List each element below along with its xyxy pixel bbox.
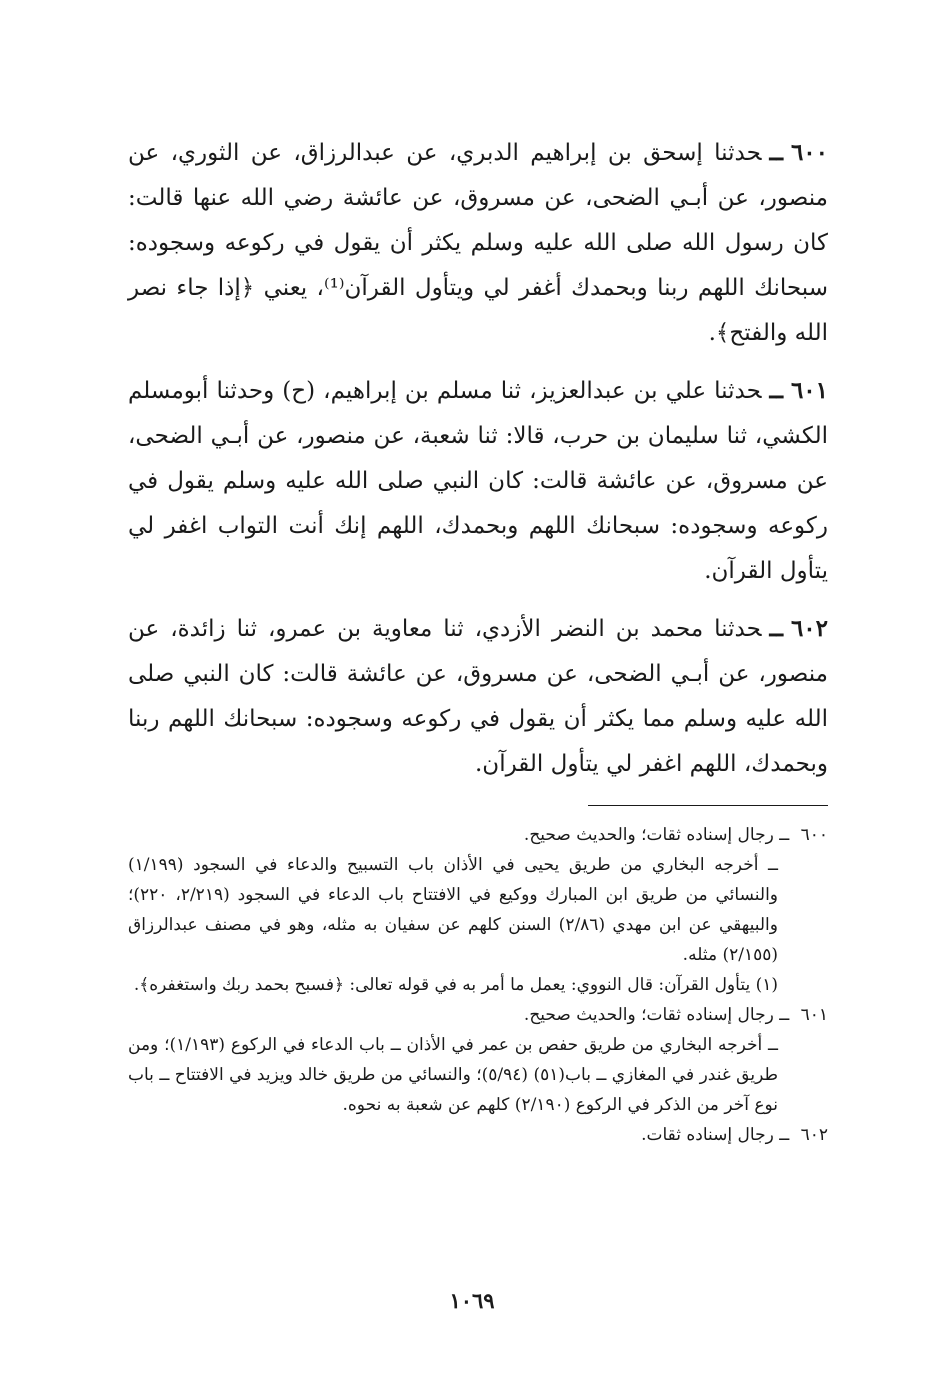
footnote-head-text: رجال إسناده ثقات؛ والحديث صحيح. <box>523 825 774 845</box>
footnote-601-head <box>128 1000 828 1030</box>
footnote-separator <box>588 805 828 806</box>
footnote-number: ٦٠١ <box>800 1005 828 1025</box>
footnote-dash: ــ <box>779 825 790 845</box>
hadith-number: ٦٠١ <box>790 377 828 404</box>
page-number: ١٠٦٩ <box>449 1288 495 1313</box>
footnote-head-text: رجال إسناده ثقات؛ والحديث صحيح. <box>523 1005 774 1025</box>
footnote-number: ٦٠٠ <box>800 825 828 845</box>
footnote-number: ٦٠٢ <box>800 1125 828 1145</box>
hadith-dash: ــ <box>769 615 783 642</box>
footnote-600-head <box>128 820 828 850</box>
hadith-number: ٦٠٢ <box>790 615 828 642</box>
hadith-dash: ــ <box>769 139 783 166</box>
footnote-602-head <box>128 1120 828 1150</box>
hadith-dash: ــ <box>769 377 783 404</box>
hadith-number: ٦٠٠ <box>790 139 828 166</box>
hadith-600 <box>128 130 828 356</box>
hadith-text: حدثنا علي بن عبدالعزيز، ثنا مسلم بن إبراهيم، (ح) وحدثنا أبومسلم الكشي، ثنا سليمان بن حرب، قالا: ثنا شعبة، عن منصور، عن أبـي الضحى، عن مسروق، عن عائشة قالت: كان النبي صلى الله عليه وسلم يقول في ركوعه وسجوده: سبحانك اللهم وبحمدك، اللهم إنك أنت التواب اغفر لي يتأول القرآن. <box>128 378 828 584</box>
hadith-602 <box>128 606 828 787</box>
footnote-head-text: رجال إسناده ثقات. <box>641 1125 774 1145</box>
hadith-601 <box>128 368 828 594</box>
page-content <box>128 130 828 1150</box>
footnote-600-source: ــ أخرجه البخاري من طريق يحيى في الأذان باب التسبيح والدعاء في السجود (١/١٩٩) والنسائي من طريق ابن المبارك ووكيع في الافتتاح باب الدعاء في السجود (٢/٢١٩، ٢٢٠)؛ والبيهقي عن ابن مهدي (٢/٨٦) السنن كلهم عن سفيان به مثله، وهو في مصنف عبدالرزاق (٢/١٥٥) مثله. <box>128 855 779 965</box>
footnote-dash: ــ <box>779 1125 790 1145</box>
footnote-600-gloss: (١) يتأول القرآن: قال النووي: يعمل ما أمر به في قوله تعالى: ﴿فسبح بحمد ربك واستغفره﴾. <box>133 975 778 995</box>
hadith-text: حدثنا محمد بن النضر الأزدي، ثنا معاوية بن عمرو، ثنا زائدة، عن منصور، عن أبـي الضحى، عن مسروق، عن عائشة قالت: كان النبي صلى الله عليه وسلم مما يكثر أن يقول في ركوعه وسجوده: سبحانك اللهم ربنا وبحمدك، اللهم اغفر لي يتأول القرآن. <box>128 616 828 777</box>
footnotes <box>128 820 828 1150</box>
hadith-text: حدثنا إسحق بن إبراهيم الدبري، عن عبدالرزاق، عن الثوري، عن منصور، عن أبـي الضحى، عن مسروق، عن عائشة رضي الله عنها قالت: كان رسول الله صلى الله عليه وسلم يكثر أن يقول في ركوعه وسجوده: سبحانك اللهم ربنا وبحمدك أغفر لي ويتأول القرآن⁽¹⁾، يعني ﴿إذا جاء نصر الله والفتح﴾. <box>128 140 828 346</box>
footnote-dash: ــ <box>779 1005 790 1025</box>
footnote-601-source: ــ أخرجه البخاري من طريق حفص بن عمر في الأذان ــ باب الدعاء في الركوع (١/١٩٣)؛ ومن طريق غندر في المغازي ــ باب(٥١) (٥/٩٤)؛ والنسائي من طريق خالد ويزيد في الافتتاح ــ باب نوع آخر من الذكر في الركوع (٢/١٩٠) كلهم عن شعبة به نحوه. <box>128 1035 779 1115</box>
